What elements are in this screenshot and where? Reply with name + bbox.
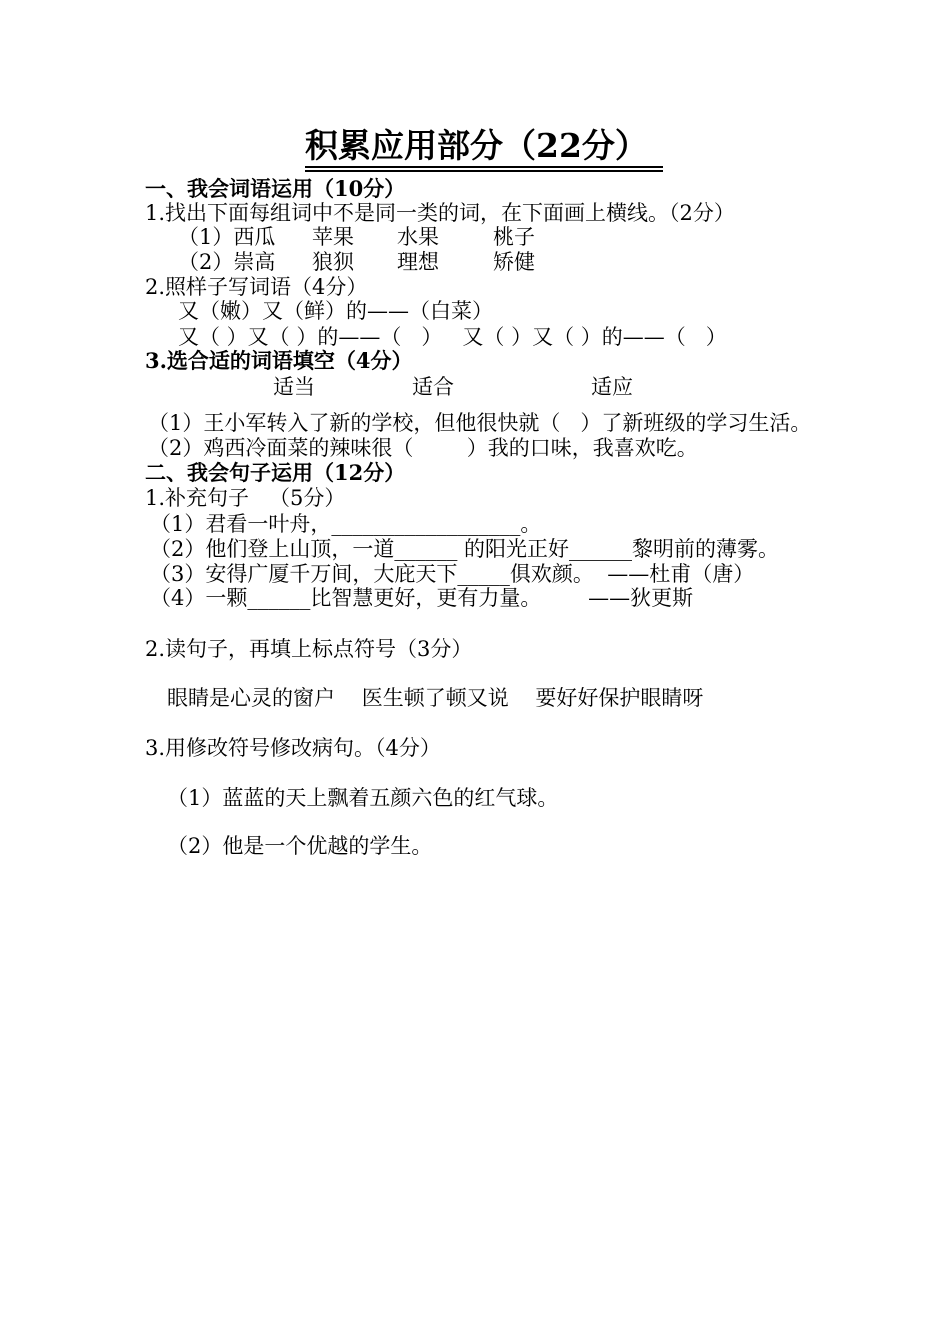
question-1-3-prompt: 3.选合适的词语填空（4分） bbox=[145, 348, 413, 373]
word: 矫健 bbox=[493, 250, 535, 274]
title-underline bbox=[305, 166, 663, 168]
question-2-3-prompt: 3.用修改符号修改病句。（4分） bbox=[145, 736, 441, 760]
question-1-1-prompt: 1.找出下面每组词中不是同一类的词，在下面画上横线。（2分） bbox=[145, 201, 735, 225]
page-title: 积累应用部分（22分） bbox=[305, 126, 648, 165]
word: 桃子 bbox=[493, 225, 535, 249]
complete-sentence-1: （1）君看一叶舟，__________________。 bbox=[150, 512, 542, 536]
word: 理想 bbox=[397, 250, 439, 274]
word: 苹果 bbox=[312, 225, 354, 249]
blank-line: 又（ ）又（ ）的——（ ） 又（ ）又（ ）的——（ ） bbox=[178, 325, 727, 349]
punctuation-sentence: 眼睛是心灵的窗户 医生顿了顿又说 要好好保护眼睛呀 bbox=[167, 686, 704, 710]
title-underline-2 bbox=[305, 170, 663, 172]
complete-sentence-4: （4）一颗______比智慧更好，更有力量。 ——狄更斯 bbox=[150, 586, 694, 610]
fill-sentence-1: （1）王小军转入了新的学校，但他很快就（ ）了新班级的学习生活。 bbox=[148, 411, 812, 435]
word: 水果 bbox=[397, 225, 439, 249]
section-1-heading: 一、我会词语运用（10分） bbox=[145, 176, 406, 201]
faulty-sentence-1: （1）蓝蓝的天上飘着五颜六色的红气球。 bbox=[167, 786, 559, 810]
option-word: 适应 bbox=[591, 375, 633, 399]
word: （1）西瓜 bbox=[178, 225, 276, 249]
section-2-heading: 二、我会句子运用（12分） bbox=[145, 460, 406, 485]
question-2-1-prompt: 1.补充句子 （5分） bbox=[145, 486, 346, 510]
question-1-2-prompt: 2.照样子写词语（4分） bbox=[145, 275, 368, 299]
fill-sentence-2: （2）鸡西冷面菜的辣味很（ ）我的口味，我喜欢吃。 bbox=[148, 436, 698, 460]
option-word: 适当 bbox=[273, 375, 315, 399]
complete-sentence-3: （3）安得广厦千万间，大庇天下_____俱欢颜。 ——杜甫（唐） bbox=[150, 562, 755, 586]
complete-sentence-2: （2）他们登上山顶，一道______ 的阳光正好______黎明前的薄雾。 bbox=[150, 537, 780, 561]
word: （2）崇高 bbox=[178, 250, 276, 274]
question-2-2-prompt: 2.读句子，再填上标点符号（3分） bbox=[145, 637, 473, 661]
faulty-sentence-2: （2）他是一个优越的学生。 bbox=[167, 834, 433, 858]
option-word: 适合 bbox=[412, 375, 454, 399]
example-line: 又（嫩）又（鲜）的——（白菜） bbox=[178, 299, 493, 323]
word: 狼狈 bbox=[312, 250, 354, 274]
